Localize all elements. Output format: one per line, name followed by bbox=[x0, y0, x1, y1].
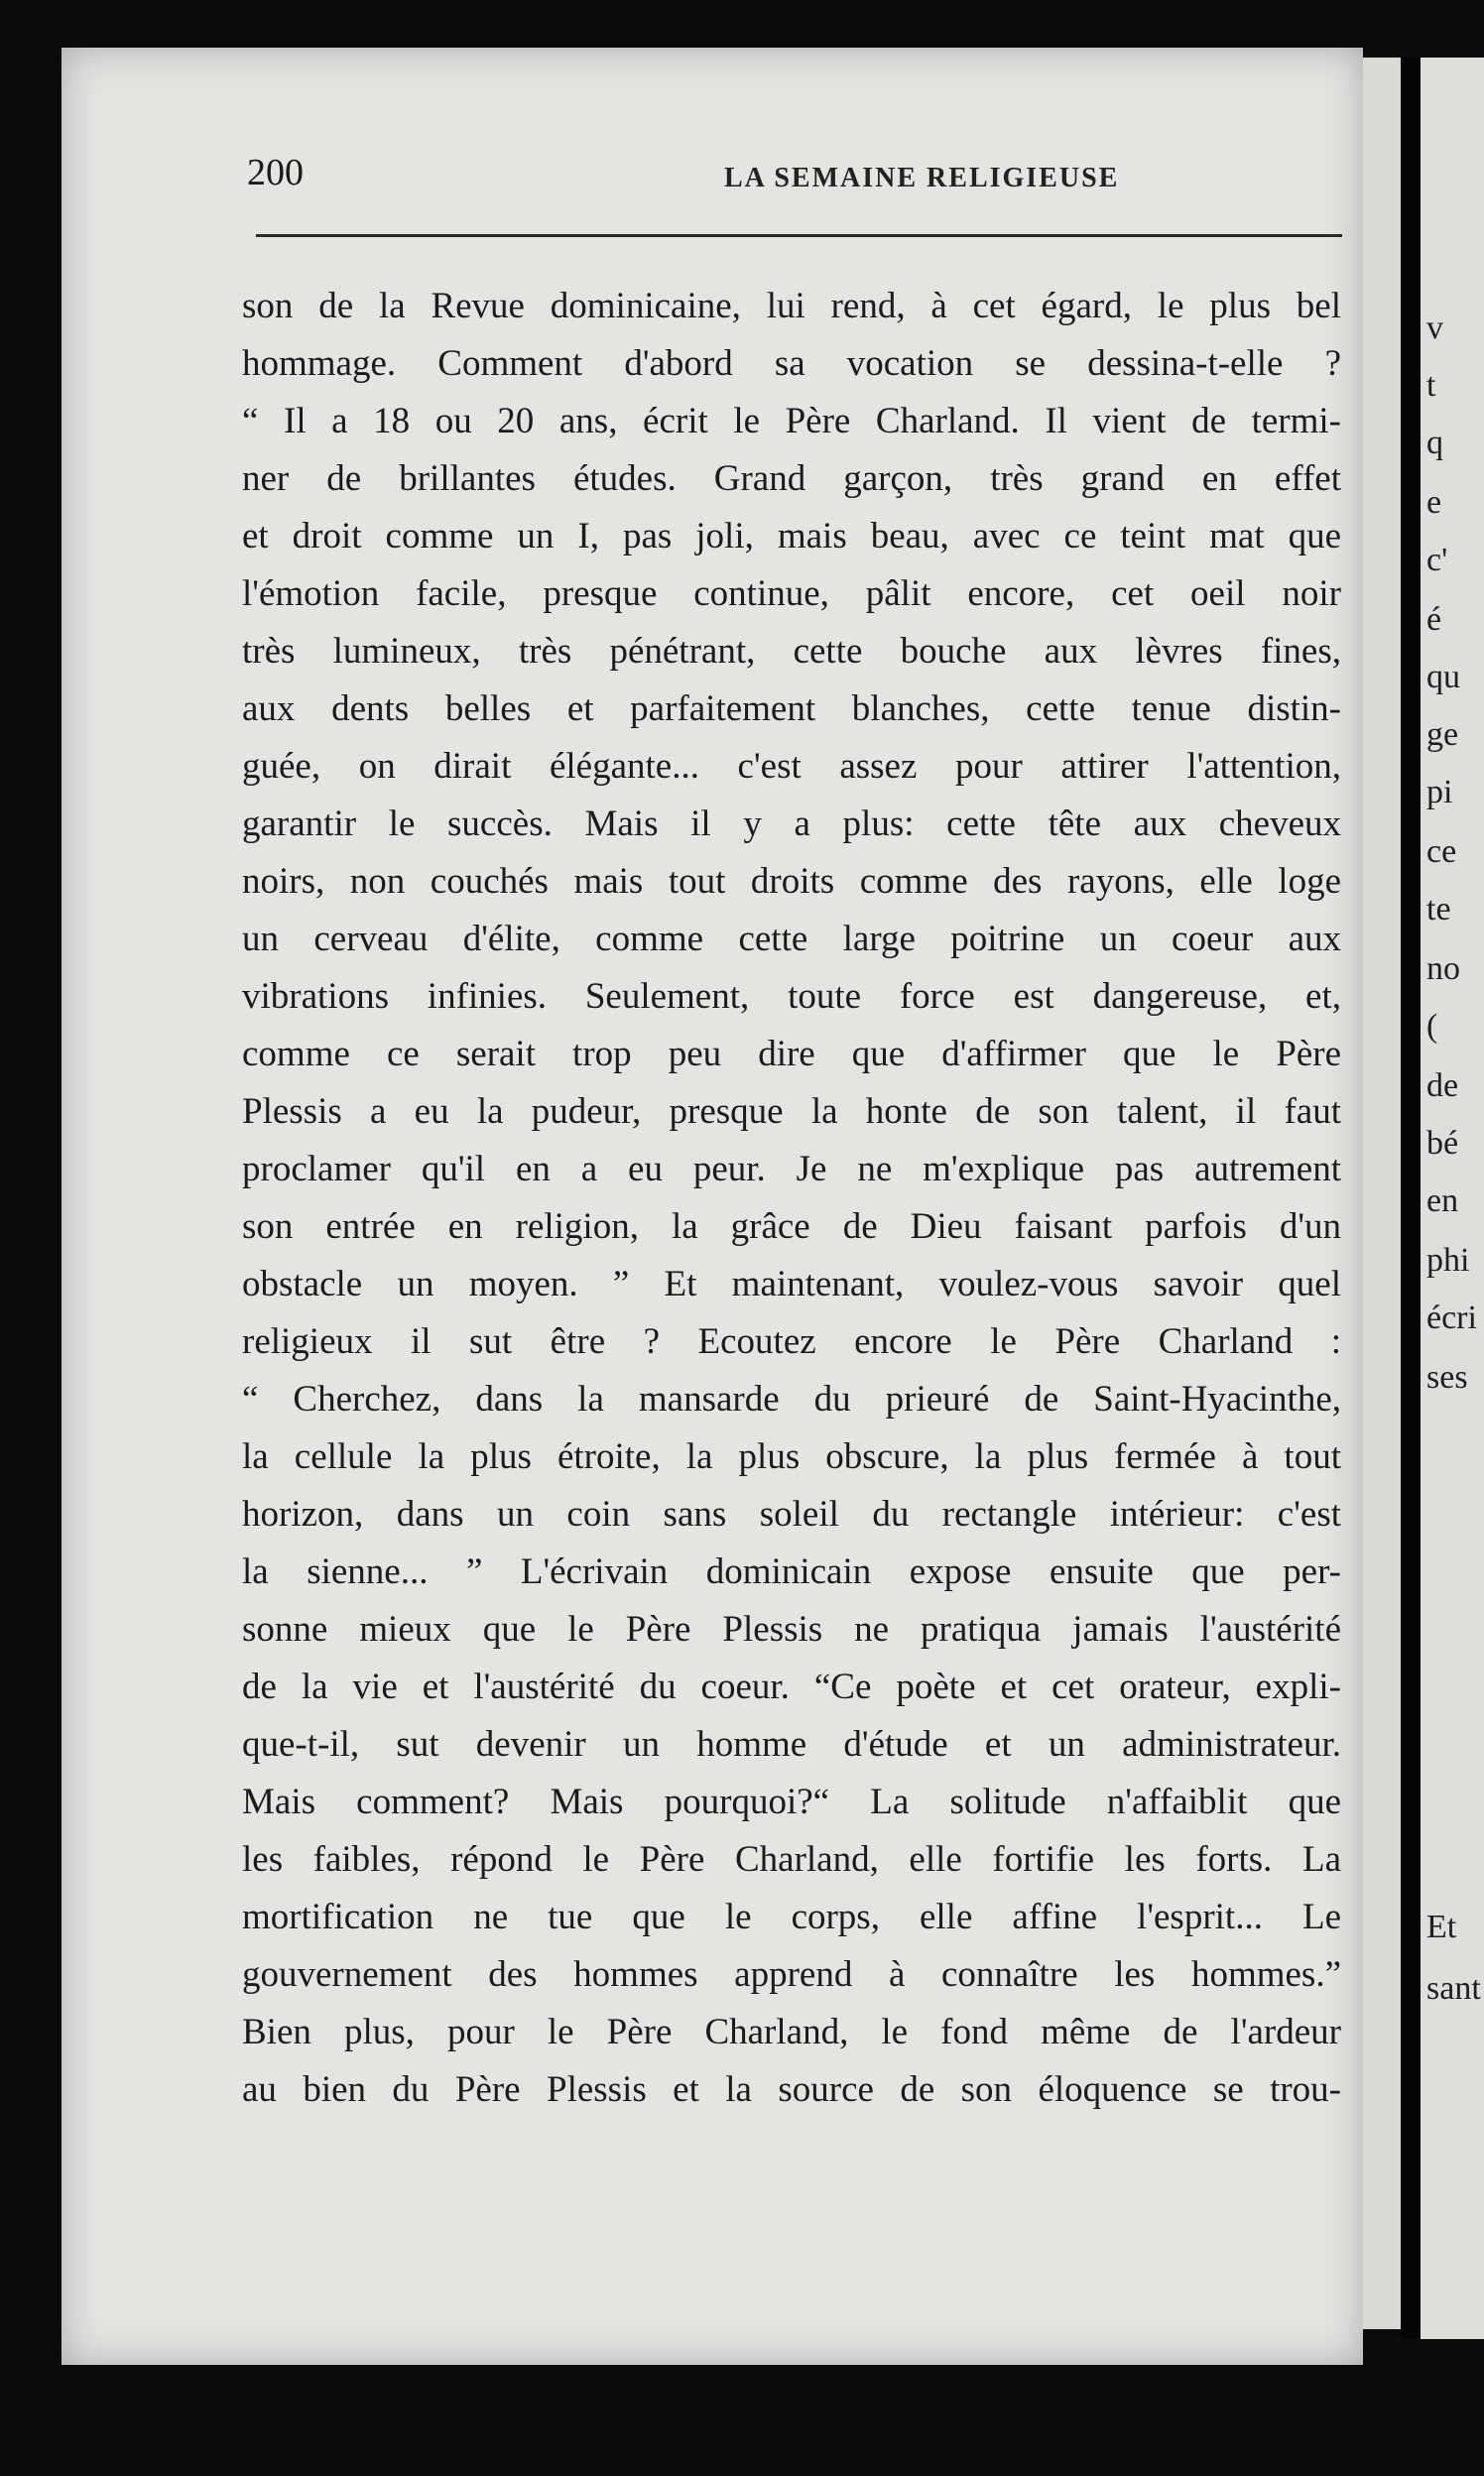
text-line: comme ce serait trop peu dire que d'affirmer que le Père bbox=[242, 1034, 1341, 1074]
text-line: son de la Revue dominicaine, lui rend, à cet égard, le plus bel bbox=[242, 286, 1341, 326]
text-line: très lumineux, très pénétrant, cette bouche aux lèvres fines, bbox=[242, 631, 1341, 672]
text-line: sonne mieux que le Père Plessis ne pratiqua jamais l'austérité bbox=[242, 1609, 1341, 1650]
adjacent-page-text: qu bbox=[1426, 659, 1460, 695]
text-line: Bien plus, pour le Père Charland, le fond même de l'ardeur bbox=[242, 2012, 1341, 2052]
adjacent-page-text: ce bbox=[1426, 833, 1457, 870]
text-line: “ Cherchez, dans la mansarde du prieuré de Saint-Hyacinthe, bbox=[242, 1379, 1341, 1420]
text-line: hommage. Comment d'abord sa vocation se dessina-t-elle ? bbox=[242, 343, 1341, 384]
text-line: gouvernement des hommes apprend à connaître les hommes.” bbox=[242, 1954, 1341, 1995]
adjacent-page-text: no bbox=[1426, 950, 1460, 987]
text-line: proclamer qu'il en a eu peur. Je ne m'explique pas autrement bbox=[242, 1149, 1341, 1189]
page-header bbox=[184, 151, 1339, 200]
text-line: vibrations infinies. Seulement, toute force est dangereuse, et, bbox=[242, 976, 1341, 1017]
text-line: religieux il sut être ? Ecoutez encore le Père Charland : bbox=[242, 1321, 1341, 1362]
text-line: et droit comme un I, pas joli, mais beau, avec ce teint mat que bbox=[242, 516, 1341, 557]
text-line: au bien du Père Plessis et la source de son éloquence se trou- bbox=[242, 2069, 1341, 2110]
text-line: guée, on dirait élégante... c'est assez pour attirer l'attention, bbox=[242, 746, 1341, 787]
text-line: noirs, non couchés mais tout droits comme des rayons, elle loge bbox=[242, 861, 1341, 902]
text-line: la cellule la plus étroite, la plus obscure, la plus fermée à tout bbox=[242, 1436, 1341, 1477]
text-line: ner de brillantes études. Grand garçon, très grand en effet bbox=[242, 458, 1341, 499]
text-line: un cerveau d'élite, comme cette large poitrine un coeur aux bbox=[242, 919, 1341, 959]
body-text bbox=[242, 278, 1341, 2119]
text-line: obstacle un moyen. ” Et maintenant, voulez-vous savoir quel bbox=[242, 1264, 1341, 1304]
text-line: de la vie et l'austérité du coeur. “Ce poète et cet orateur, expli- bbox=[242, 1667, 1341, 1707]
page-edge bbox=[1363, 58, 1401, 2329]
adjacent-page-text: t bbox=[1426, 367, 1436, 404]
text-line: que-t-il, sut devenir un homme d'étude et un administrateur. bbox=[242, 1724, 1341, 1765]
adjacent-page-text: q bbox=[1426, 425, 1443, 461]
adjacent-page-text: ge bbox=[1426, 716, 1459, 753]
adjacent-page-text: phi bbox=[1426, 1242, 1470, 1279]
text-line: garantir le succès. Mais il y a plus: cette tête aux cheveux bbox=[242, 804, 1341, 844]
text-line: aux dents belles et parfaitement blanches, cette tenue distin- bbox=[242, 688, 1341, 729]
page-gutter bbox=[1401, 58, 1421, 2339]
text-line: l'émotion facile, presque continue, pâlit encore, cet oeil noir bbox=[242, 573, 1341, 614]
adjacent-page-text: te bbox=[1426, 891, 1451, 928]
adjacent-page-text: v bbox=[1426, 310, 1443, 346]
adjacent-page-text: de bbox=[1426, 1067, 1459, 1104]
adjacent-page-text: ses bbox=[1426, 1359, 1468, 1396]
text-line: Plessis a eu la pudeur, presque la honte de son talent, il faut bbox=[242, 1091, 1341, 1132]
text-line: la sienne... ” L'écrivain dominicain expose ensuite que per- bbox=[242, 1551, 1341, 1592]
adjacent-page-text: sant bbox=[1426, 1970, 1481, 2007]
text-line: mortification ne tue que le corps, elle affine l'esprit... Le bbox=[242, 1897, 1341, 1937]
adjacent-page-text: bé bbox=[1426, 1125, 1459, 1162]
adjacent-page-text: pi bbox=[1426, 774, 1453, 810]
text-line: “ Il a 18 ou 20 ans, écrit le Père Charland. Il vient de termi- bbox=[242, 401, 1341, 441]
adjacent-page-text: en bbox=[1426, 1182, 1459, 1219]
text-line: les faibles, répond le Père Charland, elle fortifie les forts. La bbox=[242, 1839, 1341, 1880]
adjacent-page-text: Et bbox=[1426, 1909, 1457, 1945]
adjacent-page-fragment bbox=[1421, 58, 1484, 2339]
text-line: horizon, dans un coin sans soleil du rectangle intérieur: c'est bbox=[242, 1494, 1341, 1535]
adjacent-page-text: écri bbox=[1426, 1300, 1477, 1336]
adjacent-page-text: ( bbox=[1426, 1008, 1438, 1045]
page-number: 200 bbox=[247, 152, 304, 193]
adjacent-page-text: c' bbox=[1426, 542, 1448, 578]
header-rule bbox=[256, 234, 1342, 237]
running-title: LA SEMAINE RELIGIEUSE bbox=[724, 163, 1120, 193]
text-line: Mais comment? Mais pourquoi?“ La solitude n'affaiblit que bbox=[242, 1782, 1341, 1822]
adjacent-page-text: e bbox=[1426, 484, 1442, 521]
adjacent-page-text: é bbox=[1426, 601, 1442, 638]
text-line: son entrée en religion, la grâce de Dieu faisant parfois d'un bbox=[242, 1206, 1341, 1247]
